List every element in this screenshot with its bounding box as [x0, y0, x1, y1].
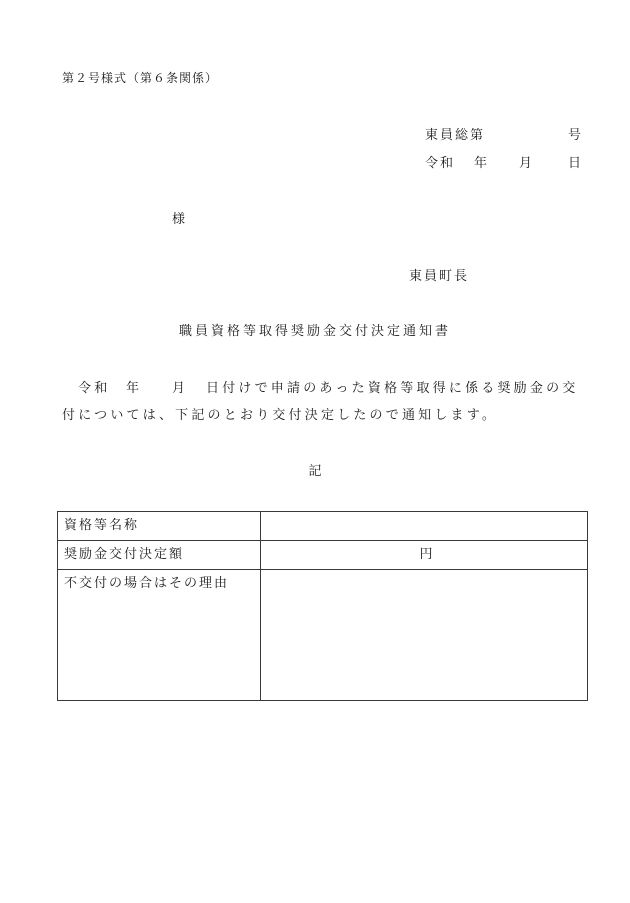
reference-suffix: 号: [568, 128, 584, 143]
body-line-2: 付については、下記のとおり交付決定したので通知します。: [62, 408, 499, 423]
body-era: 令和: [78, 381, 111, 396]
table-row: [58, 541, 588, 570]
sender-name: 東員町長: [409, 269, 470, 284]
qualification-name-label: 資格等名称: [58, 512, 261, 541]
grant-amount-value: 円: [261, 541, 588, 570]
qualification-name-value: [261, 512, 588, 541]
grant-amount-label: 奨励金交付決定額: [58, 541, 261, 570]
body-line-1: 日付けで申請のあった資格等取得に係る奨励金の交: [206, 381, 579, 396]
reference-prefix: 東員総第: [425, 128, 486, 143]
table-row: [58, 570, 588, 701]
non-grant-reason-label: 不交付の場合はその理由: [58, 570, 261, 701]
ki-heading: 記: [308, 464, 322, 479]
date-era: 令和: [425, 156, 456, 171]
body-month: 月: [172, 381, 189, 396]
form-number: 第２号様式（第６条関係）: [62, 71, 219, 85]
addressee-honorific: 様: [172, 212, 186, 227]
date-year: 年: [474, 156, 490, 171]
body-year: 年: [126, 381, 143, 396]
table-row: [58, 512, 588, 541]
date-month: 月: [519, 156, 535, 171]
non-grant-reason-value: [261, 570, 588, 701]
date-day: 日: [568, 156, 584, 171]
document-title: 職員資格等取得奨励金交付決定通知書: [178, 324, 451, 339]
details-table: [57, 511, 588, 701]
